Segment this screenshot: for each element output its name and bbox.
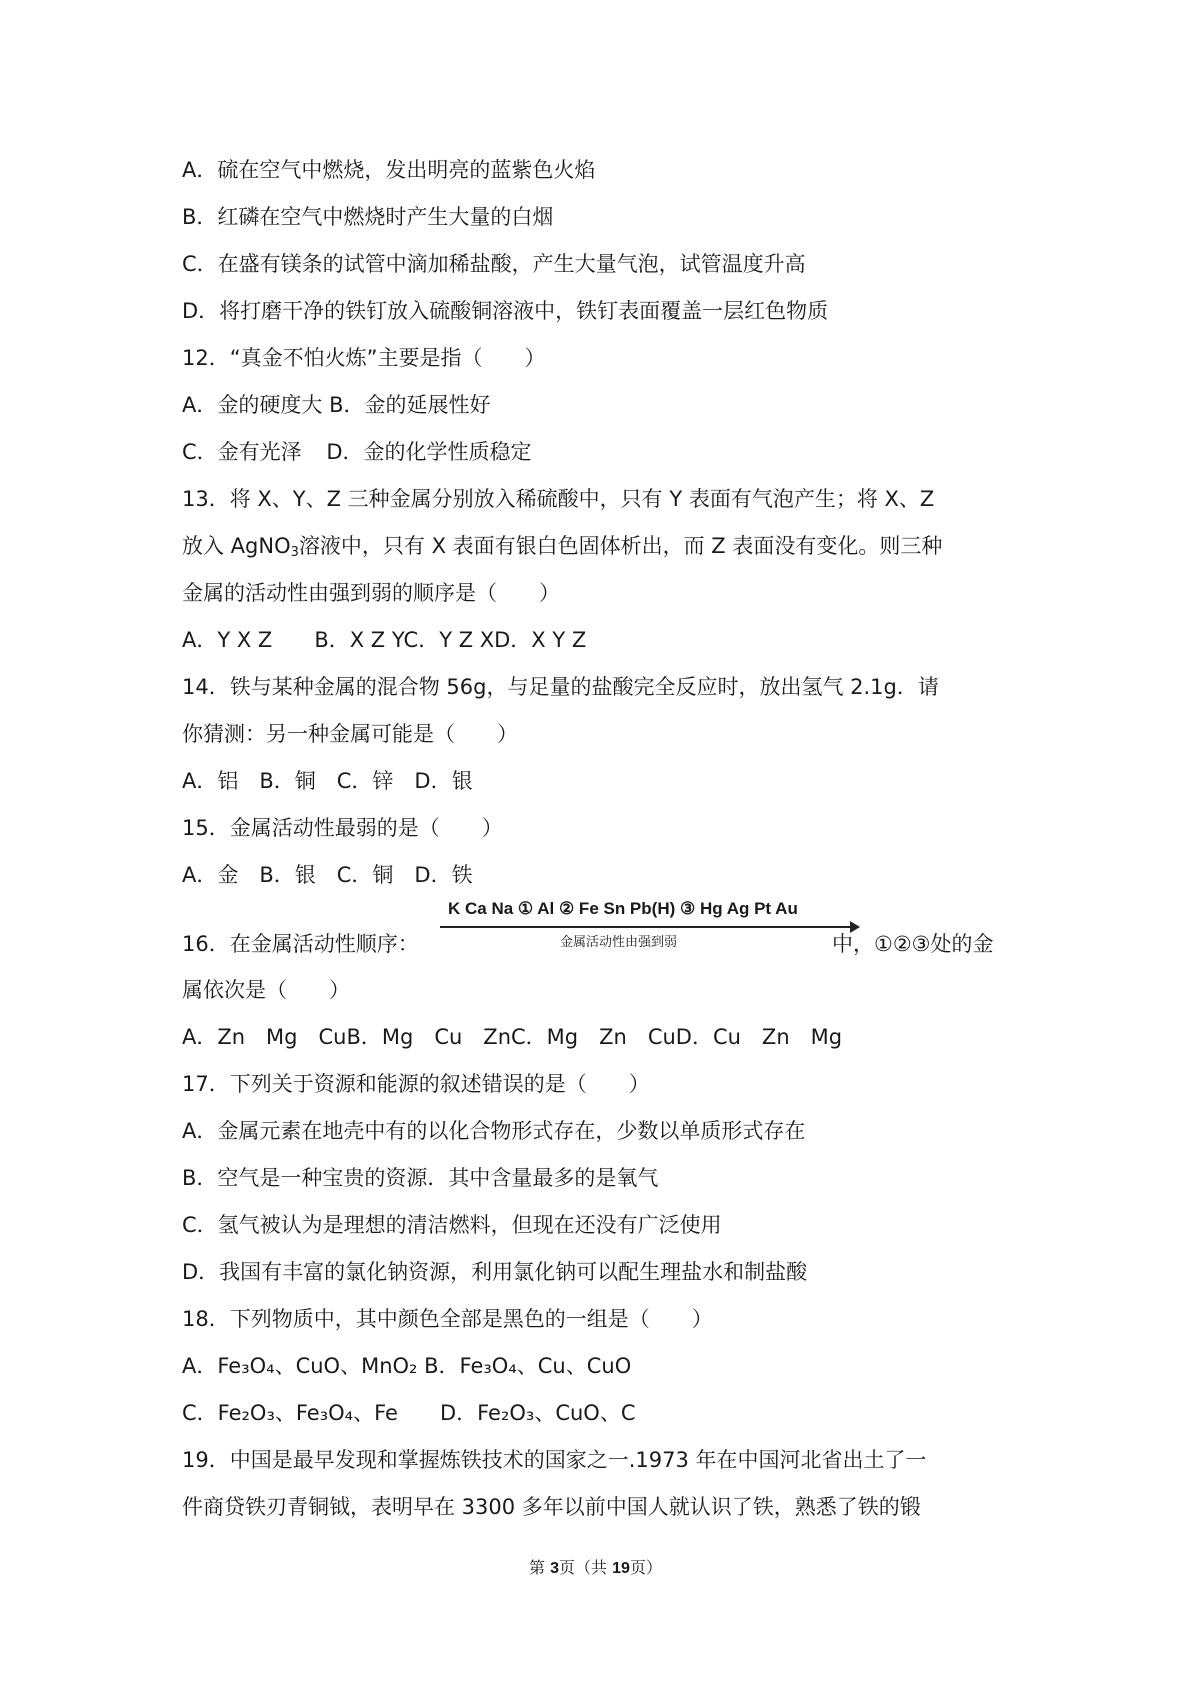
footer-page-number: 3 [550, 1560, 560, 1577]
activity-series-figure [440, 899, 860, 957]
q15-stem: 15．金属活动性最弱的是（ ） [182, 816, 503, 840]
q12-option-a: A．金的硬度大 [182, 393, 323, 417]
activity-series-caption: 金属活动性由强到弱 [560, 935, 678, 950]
q12-option-b: B．金的延展性好 [329, 393, 491, 417]
footer-total-pages: 19 [612, 1560, 630, 1577]
q18-options-ab: A．Fe₃O₄、CuO、MnO₂ B．Fe₃O₄、Cu、CuO [182, 1354, 632, 1378]
q12-options-cd [182, 429, 1022, 476]
footer-mid: 页（共 [559, 1558, 613, 1577]
question-content [182, 147, 1022, 1531]
page-footer [0, 1555, 1191, 1578]
q11-option-b: B．红磷在空气中燃烧时产生大量的白烟 [182, 205, 554, 229]
q12-options-ab [182, 382, 1022, 429]
q16-options: A．Zn Mg CuB．Mg Cu ZnC．Mg Zn CuD．Cu Zn Mg [182, 1025, 843, 1049]
q11-option-c: C．在盛有镁条的试管中滴加稀盐酸，产生大量气泡，试管温度升高 [182, 252, 806, 276]
q13-line2-pre: 放入 AgNO [182, 534, 291, 558]
activity-series-metals: K Ca Na ① Al ② Fe Sn Pb(H) ③ Hg Ag Pt Au [448, 899, 798, 918]
q17-option-d: D．我国有丰富的氯化钠资源，利用氯化钠可以配生理盐水和制盐酸 [182, 1260, 808, 1284]
q17-option-c: C．氢气被认为是理想的清洁燃料，但现在还没有广泛使用 [182, 1213, 722, 1237]
q16-stem-pre: 16．在金属活动性顺序： [182, 932, 419, 956]
q16-stem-line2: 属依次是（ ） [182, 978, 350, 1002]
q13-stem-line2 [182, 523, 1022, 570]
q16-stem-line1 [182, 899, 1022, 967]
q16-stem-post: 中，①②③处的金 [832, 932, 994, 956]
q12-stem: 12．“真金不怕火炼”主要是指（ ） [182, 346, 546, 370]
q19-stem-line2: 件商贷铁刃青铜钺，表明早在 3300 多年以前中国人就认识了铁，熟悉了铁的锻 [182, 1495, 921, 1519]
q13-line2-sub: 3 [290, 545, 299, 560]
q11-option-d: D．将打磨干净的铁钉放入硫酸铜溶液中，铁钉表面覆盖一层红色物质 [182, 299, 829, 323]
q17-option-b: B．空气是一种宝贵的资源．其中含量最多的是氧气 [182, 1166, 659, 1190]
q11-option-a: A．硫在空气中燃烧，发出明亮的蓝紫色火焰 [182, 158, 596, 182]
q15-options: A．金 B．银 C．铜 D．铁 [182, 863, 473, 887]
q19-stem-line1: 19．中国是最早发现和掌握炼铁技术的国家之一.1973 年在中国河北省出土了一 [182, 1448, 927, 1472]
footer-post: 页） [629, 1558, 662, 1577]
q12-option-d: D．金的化学性质稳定 [326, 440, 532, 464]
arrow-right-icon [440, 926, 850, 928]
q14-stem-line2: 你猜测：另一种金属可能是（ ） [182, 722, 518, 746]
q13-stem-line3: 金属的活动性由强到弱的顺序是（ ） [182, 581, 560, 605]
q13-stem-line1: 13．将 X、Y、Z 三种金属分别放入稀硫酸中，只有 Y 表面有气泡产生；将 X、Z [182, 487, 935, 511]
q18-options-cd: C．Fe₂O₃、Fe₃O₄、Fe D．Fe₂O₃、CuO、C [182, 1401, 636, 1425]
q13-options: A．Y X Z B．X Z YC．Y Z XD．X Y Z [182, 628, 587, 652]
q13-line2-post: 溶液中，只有 X 表面有银白色固体析出，而 Z 表面没有变化。则三种 [298, 534, 943, 558]
q12-option-c: C．金有光泽 [182, 440, 302, 464]
q17-stem: 17．下列关于资源和能源的叙述错误的是（ ） [182, 1072, 650, 1096]
footer-pre: 第 [529, 1558, 551, 1577]
q14-stem-line1: 14．铁与某种金属的混合物 56g，与足量的盐酸完全反应时，放出氢气 2.1g．请 [182, 675, 939, 699]
q18-stem: 18．下列物质中，其中颜色全部是黑色的一组是（ ） [182, 1307, 713, 1331]
q17-option-a: A．金属元素在地壳中有的以化合物形式存在，少数以单质形式存在 [182, 1119, 806, 1143]
q14-options: A．铝 B．铜 C．锌 D．银 [182, 769, 473, 793]
